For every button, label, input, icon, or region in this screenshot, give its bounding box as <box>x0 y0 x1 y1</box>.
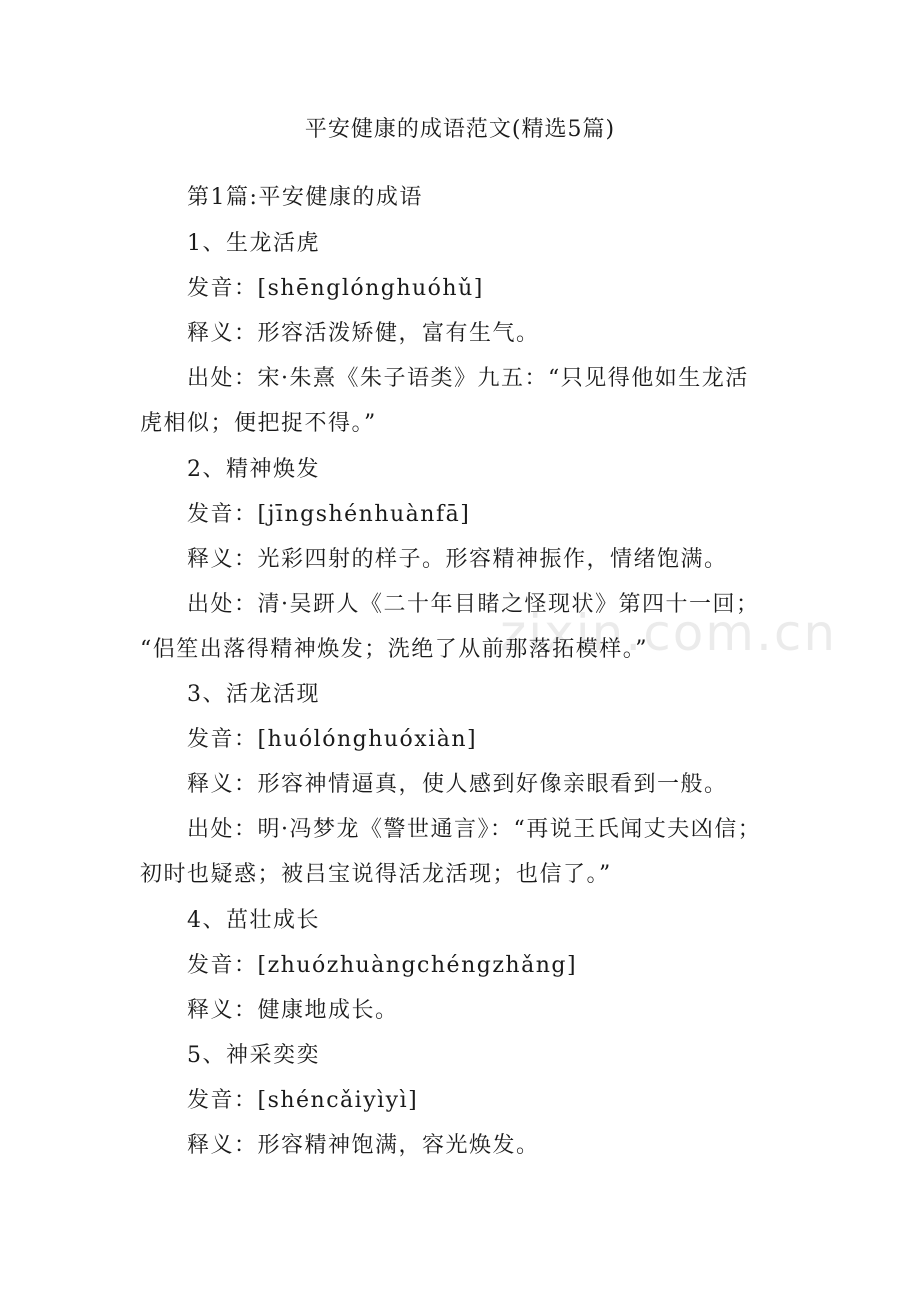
idiom-pronunciation: 发音：[zhuózhuàngchéngzhǎng] <box>187 953 578 978</box>
document-title: 平安健康的成语范文(精选5篇) <box>304 117 616 142</box>
idiom-meaning: 释义：健康地成长。 <box>187 998 399 1023</box>
watermark: zixin.com.cn <box>500 604 838 662</box>
idiom-pronunciation: 发音：[shéncǎiyìyì] <box>187 1088 419 1113</box>
idiom-source-continued: 虎相似；便把捉不得。” <box>140 411 377 436</box>
idiom-meaning: 释义：形容神情逼真，使人感到好像亲眼看到一般。 <box>187 772 728 797</box>
idiom-meaning: 释义：形容活泼矫健，富有生气。 <box>187 321 540 346</box>
idiom-source: 出处：宋·朱熹《朱子语类》九五：“只见得他如生龙活 <box>187 366 749 391</box>
idiom-meaning: 释义：光彩四射的样子。形容精神振作，情绪饱满。 <box>187 547 728 572</box>
idiom-source-continued: “侣笙出落得精神焕发；洗绝了从前那落拓模样。” <box>140 637 648 662</box>
idiom-pronunciation: 发音：[jīngshénhuànfā] <box>187 502 471 527</box>
idiom-source: 出处：明·冯梦龙《警世通言》：“再说王氏闻丈夫凶信； <box>187 817 762 842</box>
idiom-heading: 4、茁壮成长 <box>187 908 320 933</box>
idiom-pronunciation: 发音：[huólónghuóxiàn] <box>187 727 478 752</box>
section-heading: 第1篇:平安健康的成语 <box>187 185 423 210</box>
idiom-source-continued: 初时也疑惑；被吕宝说得活龙活现；也信了。” <box>140 862 612 887</box>
idiom-heading: 2、精神焕发 <box>187 457 320 482</box>
idiom-source: 出处：清·吴趼人《二十年目睹之怪现状》第四十一回； <box>187 592 760 617</box>
idiom-heading: 5、神采奕奕 <box>187 1043 320 1068</box>
idiom-pronunciation: 发音：[shēnglónghuóhǔ] <box>187 276 484 301</box>
idiom-meaning: 释义：形容精神饱满，容光焕发。 <box>187 1133 540 1158</box>
idiom-heading: 3、活龙活现 <box>187 682 320 707</box>
idiom-heading: 1、生龙活虎 <box>187 231 320 256</box>
